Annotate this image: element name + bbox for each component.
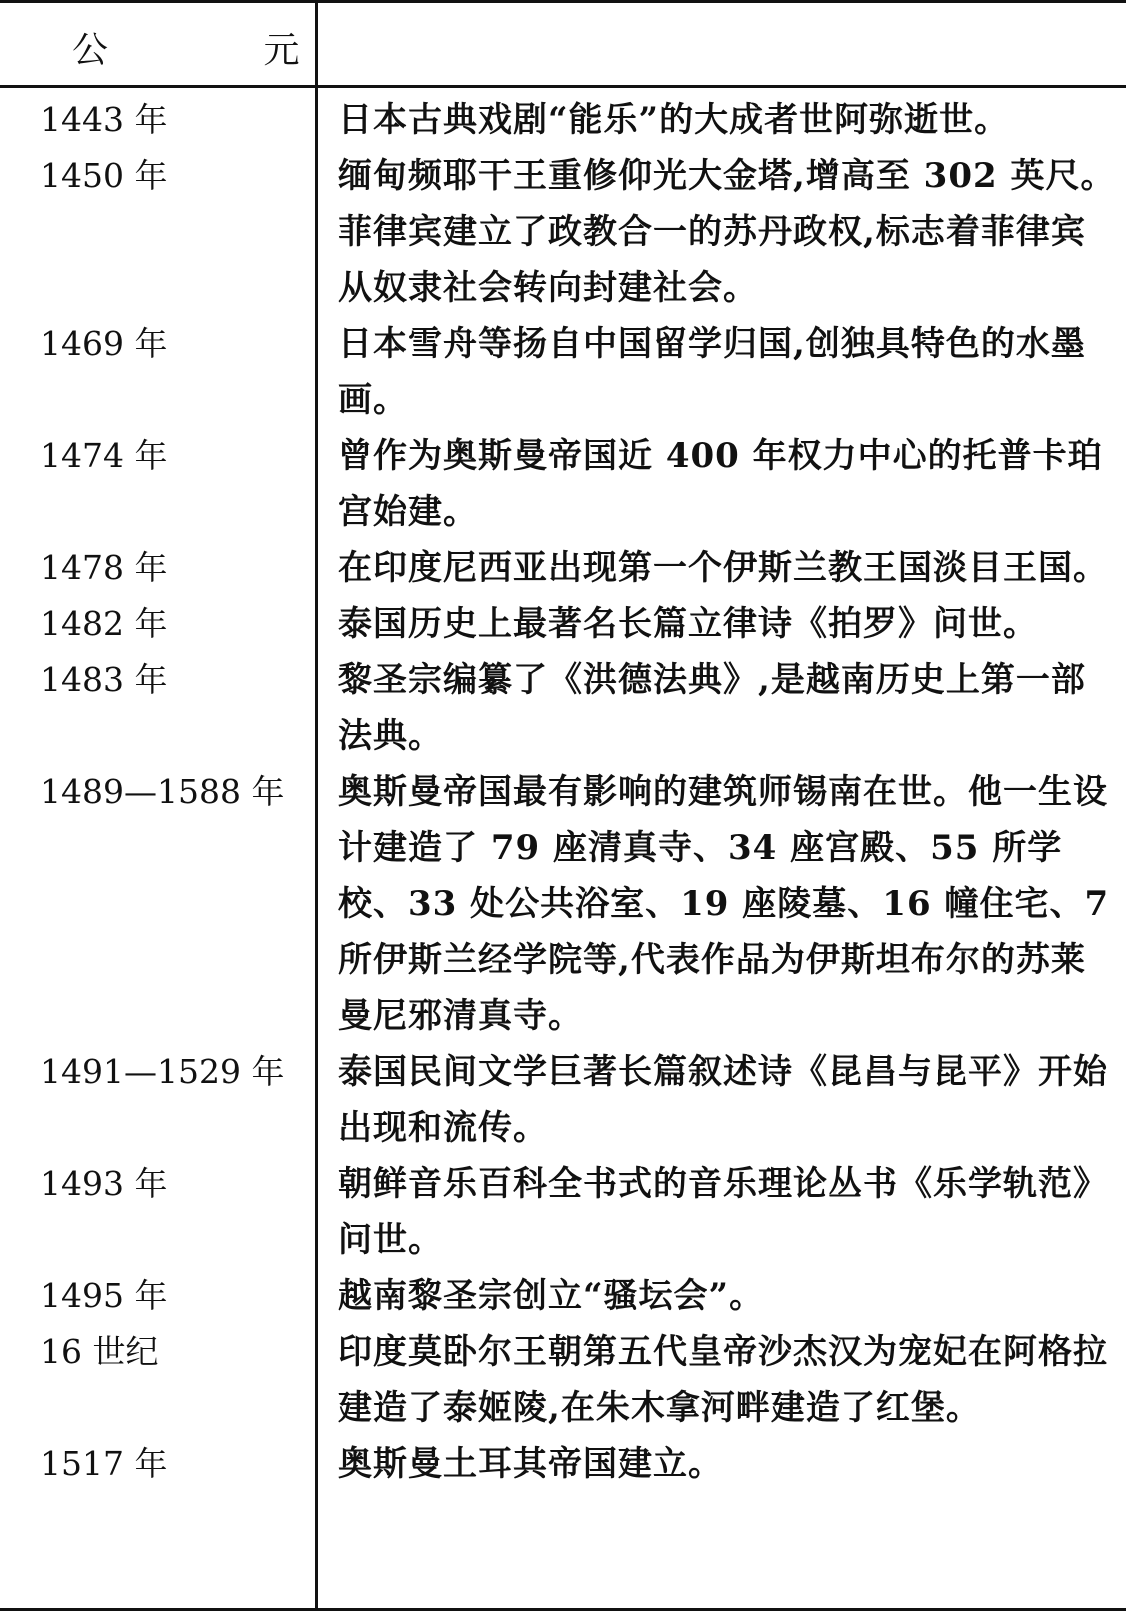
event-text: 泰国历史上最著名长篇立律诗《拍罗》问世。 (338, 604, 1038, 644)
table-row (0, 1044, 1126, 1156)
table-row (0, 1156, 1126, 1268)
event-cell (338, 148, 1118, 316)
table-row (0, 1436, 1126, 1492)
event-cell (338, 1268, 1118, 1324)
table-row (0, 316, 1126, 428)
table-row (0, 1324, 1126, 1436)
event-text: 日本雪舟等扬自中国留学归国,创独具特色的水墨画。 (338, 324, 1086, 420)
table-row (0, 596, 1126, 652)
event-text: 越南黎圣宗创立“骚坛会”。 (338, 1276, 765, 1316)
column-header-year: 公 元 (72, 30, 372, 71)
event-text: 日本古典戏剧“能乐”的大成者世阿弥逝世。 (338, 100, 1010, 140)
event-cell (338, 652, 1118, 764)
event-text: 在印度尼西亚出现第一个伊斯兰教王国淡目王国。 (338, 548, 1108, 588)
table-row (0, 428, 1126, 540)
event-text: 朝鲜音乐百科全书式的音乐理论丛书《乐学轨范》问世。 (338, 1164, 1108, 1260)
event-cell (338, 1044, 1118, 1156)
event-cell (338, 428, 1118, 540)
event-text: 菲律宾建立了政教合一的苏丹政权,标志着菲律宾从奴隶社会转向封建社会。 (338, 212, 1086, 308)
year-cell: 1495 年 (40, 1276, 168, 1315)
year-cell: 1483 年 (40, 660, 168, 699)
event-cell (338, 1436, 1118, 1492)
header-rule (0, 85, 1126, 88)
event-cell (338, 764, 1118, 1044)
year-cell: 1489—1588 年 (40, 772, 285, 811)
event-cell (338, 92, 1118, 148)
event-text: 黎圣宗编纂了《洪德法典》,是越南历史上第一部法典。 (338, 660, 1086, 756)
year-cell: 1517 年 (40, 1444, 168, 1483)
event-text: 缅甸频耶干王重修仰光大金塔,增高至 302 英尺。 (338, 156, 1116, 196)
table-row (0, 540, 1126, 596)
event-cell (338, 1156, 1118, 1268)
event-cell (338, 540, 1118, 596)
table-bottom-rule (0, 1608, 1126, 1611)
event-text: 曾作为奥斯曼帝国近 400 年权力中心的托普卡珀宫始建。 (338, 436, 1103, 532)
event-text: 印度莫卧尔王朝第五代皇帝沙杰汉为宠妃在阿格拉建造了泰姬陵,在朱木拿河畔建造了红堡。 (338, 1332, 1108, 1428)
table-top-rule (0, 0, 1126, 3)
year-cell: 1478 年 (40, 548, 168, 587)
year-cell: 1474 年 (40, 436, 168, 475)
event-text: 奥斯曼帝国最有影响的建筑师锡南在世。他一生设计建造了 79 座清真寺、34 座宫殿、55 所学校、33 处公共浴室、19 座陵墓、16 幢住宅、7 所伊斯兰经学院等,代表作品为伊斯坦布尔的苏莱曼尼邪清真寺。 (338, 772, 1110, 1036)
event-text: 泰国民间文学巨著长篇叙述诗《昆昌与昆平》开始出现和流传。 (338, 1052, 1108, 1148)
table-row (0, 764, 1126, 1044)
year-cell: 16 世纪 (40, 1332, 159, 1371)
year-cell: 1493 年 (40, 1164, 168, 1203)
table-row (0, 148, 1126, 316)
year-cell: 1450 年 (40, 156, 168, 195)
table-row (0, 1268, 1126, 1324)
event-cell (338, 596, 1118, 652)
year-cell: 1469 年 (40, 324, 168, 363)
table-body (0, 92, 1126, 1492)
year-cell: 1482 年 (40, 604, 168, 643)
event-text: 奥斯曼土耳其帝国建立。 (338, 1444, 723, 1484)
table-row (0, 92, 1126, 148)
year-cell: 1491—1529 年 (40, 1052, 285, 1091)
event-cell (338, 1324, 1118, 1436)
table-row (0, 652, 1126, 764)
year-cell: 1443 年 (40, 100, 168, 139)
event-cell (338, 316, 1118, 428)
